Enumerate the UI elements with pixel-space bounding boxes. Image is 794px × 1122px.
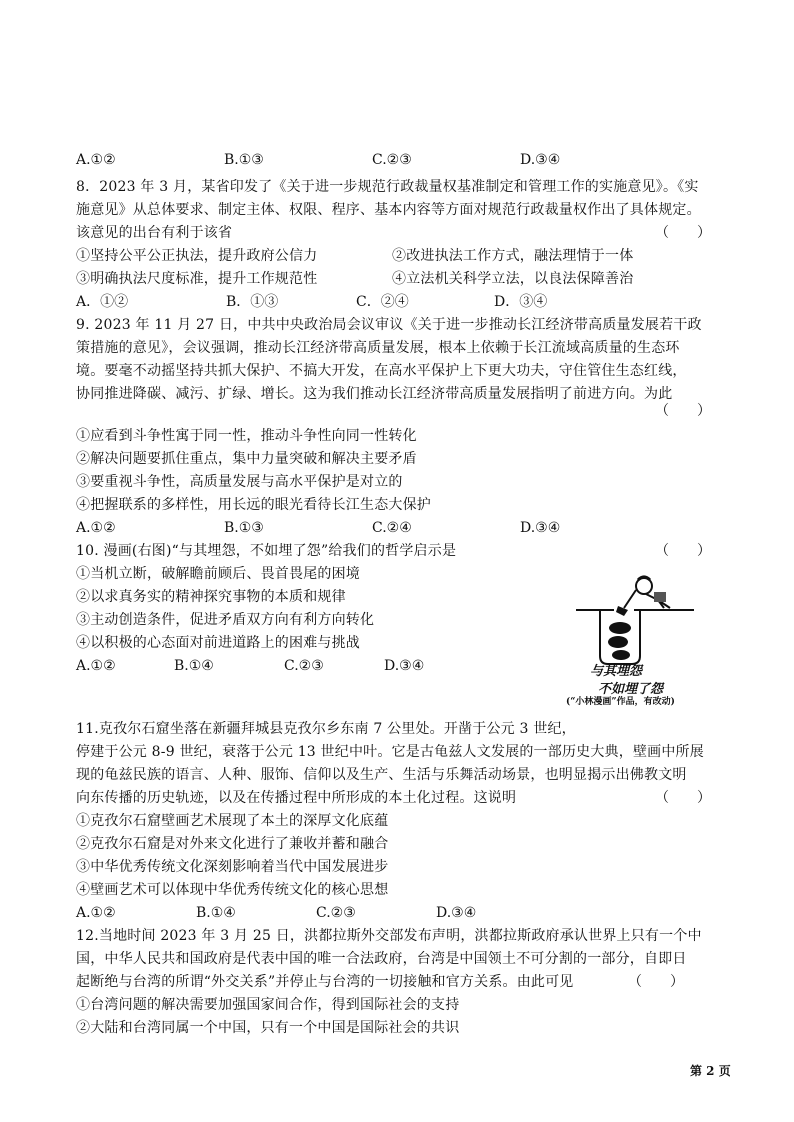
option-d[interactable]: D.③④ <box>436 905 477 921</box>
q8-answer-blank[interactable]: （ ） <box>655 225 711 241</box>
q12-stem-line3: 起断绝与台湾的所谓“外交关系”并停止与台湾的一切接触和官方关系。由此可见 <box>76 974 574 990</box>
option-d[interactable]: D.③④ <box>520 152 561 168</box>
q11-stem-line4: 向东传播的历史轨迹，以及在传播过程中所形成的本土化过程。这说明 <box>76 790 517 806</box>
q9-stem-line2: 策措施的意见》，会议强调，推动长江经济带高质量发展，根本上依赖于长江流域高质量的生态环 <box>76 340 680 356</box>
option-d[interactable]: D．③④ <box>494 294 548 310</box>
q11-statement-2: ②克孜尔石窟是对外来文化进行了兼收并蓄和融合 <box>76 836 389 852</box>
q8-stem-line3: 该意见的出台有利于该省 <box>76 225 233 241</box>
q10-statement-1: ①当机立断，破解瞻前顾后、畏首畏尾的困境 <box>76 566 360 582</box>
q11-stem-line2: 停建于公元 8-9 世纪，衰落于公元 13 世纪中叶。它是古龟兹人文发展的一部历史大典，壁画中所展 <box>76 744 704 760</box>
q11-stem-line1: 11.克孜尔石窟坐落在新疆拜城县克孜尔乡东南 7 公里处。开凿于公元 3 世纪， <box>76 721 576 737</box>
q11-statement-3: ③中华优秀传统文化深刻影响着当代中国发展进步 <box>76 859 389 875</box>
q8-stem-line1: 8．2023 年 3 月，某省印发了《关于进一步规范行政裁量权基准制定和管理工作的实施意见》。《实 <box>76 179 699 195</box>
cartoon-illustration <box>574 570 714 668</box>
q9-stem-line1: 9. 2023 年 11 月 27 日，中共中央政治局会议审议《关于进一步推动长江经济带高质量发展若干政 <box>76 317 702 333</box>
q10-stem: 10. 漫画(右图)“与其埋怨，不如埋了怨”给我们的哲学启示是 <box>76 543 457 559</box>
option-d[interactable]: D.③④ <box>520 520 561 536</box>
option-c[interactable]: C.②③ <box>316 905 356 921</box>
option-d[interactable]: D.③④ <box>384 658 425 674</box>
option-a[interactable]: A.①② <box>76 152 116 168</box>
q9-stem-line3: 境。要毫不动摇坚持共抓大保护、不搞大开发，在高水平保护上下更大功夫，守住管住生态红线， <box>76 363 687 379</box>
option-b[interactable]: B.①④ <box>196 905 236 921</box>
option-c[interactable]: C.②③ <box>372 152 412 168</box>
option-a[interactable]: A.①② <box>76 520 116 536</box>
option-a[interactable]: A.①② <box>76 905 116 921</box>
q12-stem-line1: 12.当地时间 2023 年 3 月 25 日，洪都拉斯外交部发布声明，洪都拉斯政府承认世界上只有一个中 <box>76 928 702 944</box>
option-b[interactable]: B．①③ <box>226 294 279 310</box>
q8-statement-4: ④立法机关科学立法，以良法保障善治 <box>392 271 634 287</box>
q9-statement-2: ②解决问题要抓住重点，集中力量突破和解决主要矛盾 <box>76 451 417 467</box>
option-b[interactable]: B.①③ <box>224 152 264 168</box>
q10-statement-3: ③主动创造条件，促进矛盾双方向有利方向转化 <box>76 612 375 628</box>
q9-statement-1: ①应看到斗争性寓于同一性，推动斗争性向同一性转化 <box>76 428 417 444</box>
option-a[interactable]: A.①② <box>76 658 116 674</box>
q12-statement-1: ①台湾问题的解决需要加强国家间合作，得到国际社会的支持 <box>76 997 460 1013</box>
option-b[interactable]: B.①③ <box>224 520 264 536</box>
q10-answer-blank[interactable]: （ ） <box>655 543 711 559</box>
q9-statement-3: ③要重视斗争性，高质量发展与高水平保护是对立的 <box>76 474 403 490</box>
q12-answer-blank[interactable]: （ ） <box>628 974 684 990</box>
q8-statement-1: ①坚持公平公正执法，提升政府公信力 <box>76 248 318 264</box>
q9-statement-4: ④把握联系的多样性，用长远的眼光看待长江生态大保护 <box>76 497 431 513</box>
cartoon-source: (“小林漫画”作品，有改动) <box>566 697 675 707</box>
q9-stem-line4: 协同推进降碳、减污、扩绿、增长。这为我们推动长江经济带高质量发展指明了前进方向。为此 <box>76 386 673 402</box>
cartoon-caption-line1: 与其埋怨 <box>590 664 643 679</box>
q11-statement-4: ④壁画艺术可以体现中华优秀传统文化的核心思想 <box>76 882 389 898</box>
page-number: 第 2 页 <box>690 1064 731 1078</box>
option-c[interactable]: C.②③ <box>284 658 324 674</box>
option-a[interactable]: A．①② <box>76 294 129 310</box>
q8-stem-line2: 施意见》从总体要求、制定主体、权限、程序、基本内容等方面对规范行政裁量权作出了具体规定。 <box>76 202 701 218</box>
q10-statement-4: ④以积极的心态面对前进道路上的困难与挑战 <box>76 635 360 651</box>
option-c[interactable]: C．②④ <box>356 294 409 310</box>
cartoon-caption-line2: 不如埋了怨 <box>598 682 664 697</box>
q8-statement-2: ②改进执法工作方式，融法理情于一体 <box>392 248 634 264</box>
option-c[interactable]: C.②④ <box>372 520 412 536</box>
q10-statement-2: ②以求真务实的精神探究事物的本质和规律 <box>76 589 346 605</box>
q12-stem-line2: 国，中华人民共和国政府是代表中国的唯一合法政府，台湾是中国领土不可分割的一部分，自即日 <box>76 951 687 967</box>
option-b[interactable]: B.①④ <box>174 658 214 674</box>
q8-statement-3: ③明确执法尺度标准，提升工作规范性 <box>76 271 318 287</box>
q11-statement-1: ①克孜尔石窟壁画艺术展现了本土的深厚文化底蕴 <box>76 813 389 829</box>
q11-stem-line3: 现的龟兹民族的语言、人种、服饰、信仰以及生产、生活与乐舞活动场景，也明显揭示出佛教文明 <box>76 767 687 783</box>
q9-answer-blank[interactable]: （ ） <box>655 403 711 419</box>
q11-answer-blank[interactable]: （ ） <box>655 790 711 806</box>
q12-statement-2: ②大陆和台湾同属一个中国，只有一个中国是国际社会的共识 <box>76 1020 460 1036</box>
